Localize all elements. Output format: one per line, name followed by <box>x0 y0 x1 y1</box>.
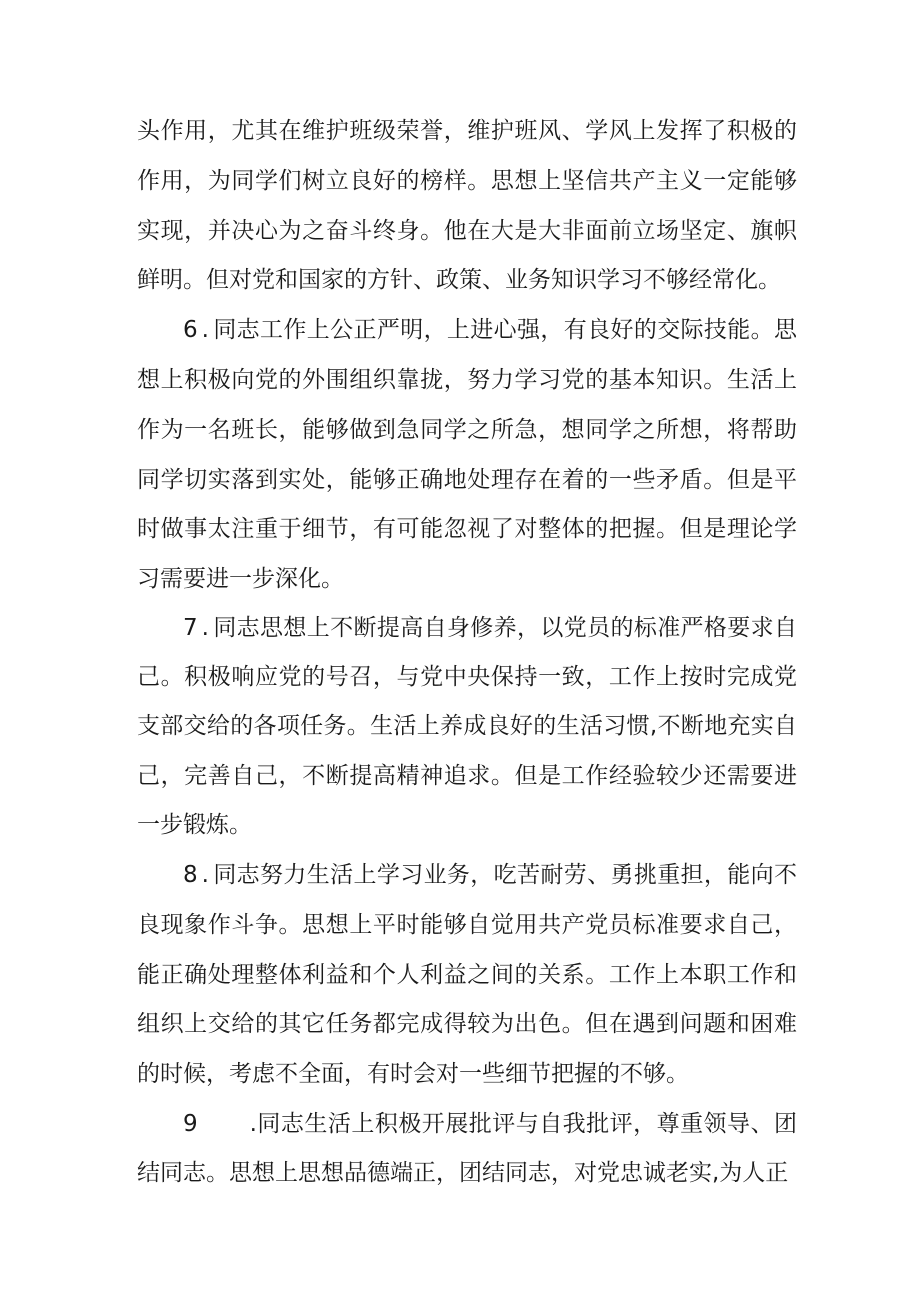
text-line: 能正确处理整体利益和个人利益之间的关系。工作上本职工作和 <box>137 962 797 988</box>
item-7-first-line <box>183 608 797 648</box>
item-number: 9 <box>183 1111 202 1137</box>
text-line: 想上积极向党的外围组织靠拢，努力学习党的基本知识。生活上 <box>137 367 797 393</box>
text-line: 习需要进一步深化。 <box>137 566 344 592</box>
text-line: 头作用，尤其在维护班级荣誉，维护班风、学风上发挥了积极的 <box>137 118 797 144</box>
text-line: 同学切实落到实处，能够正确地处理存在着的一些矛盾。但是平 <box>137 467 797 493</box>
text-line: 己。积极响应党的号召，与党中央保持一致，工作上按时完成党 <box>137 664 797 690</box>
item-text: 同志思想上不断提高自身修养，以党员的标准严格要求自 <box>212 615 797 641</box>
text-line: 良现象作斗争。思想上平时能够自觉用共产党员标准要求自己， <box>137 912 797 938</box>
item-number: 7. <box>183 615 213 641</box>
text-line: 时做事太注重于细节，有可能忽视了对整体的把握。但是理论学 <box>137 516 797 542</box>
item-number: 8. <box>183 862 213 888</box>
item-text: .同志生活上积极开展批评与自我批评，尊重领导、团 <box>249 1111 797 1137</box>
item-8-first-line <box>183 855 797 895</box>
text-line: 结同志。思想上思想品德端正，团结同志，对党忠诚老实,为人正 <box>137 1160 789 1186</box>
text-line: 组织上交给的其它任务都完成得较为出色。但在遇到问题和困难 <box>137 1011 797 1037</box>
text-line: 作用，为同学们树立良好的榜样。思想上坚信共产主义一定能够 <box>137 168 797 194</box>
text-line: 一步锻炼。 <box>137 812 252 838</box>
text-line: 实现，并决心为之奋斗终身。他在大是大非面前立场坚定、旗帜 <box>137 218 797 244</box>
item-text: 同志工作上公正严明，上进心强，有良好的交际技能。思 <box>212 317 797 343</box>
text-line: 的时候，考虑不全面，有时会对一些细节把握的不够。 <box>137 1061 689 1087</box>
item-number: 6. <box>183 317 213 343</box>
text-line: 作为一名班长，能够做到急同学之所急，想同学之所想，将帮助 <box>137 417 797 443</box>
text-line: 己，完善自己，不断提高精神追求。但是工作经验较少还需要进 <box>137 763 797 789</box>
text-line: 支部交给的各项任务。生活上养成良好的生活习惯,不断地充实自 <box>137 713 797 739</box>
text-line: 鲜明。但对党和国家的方针、政策、业务知识学习不够经常化。 <box>137 267 781 293</box>
item-6-first-line <box>183 310 797 350</box>
item-text: 同志努力生活上学习业务，吃苦耐劳、勇挑重担，能向不 <box>212 862 797 888</box>
item-9-first-line <box>183 1104 797 1144</box>
